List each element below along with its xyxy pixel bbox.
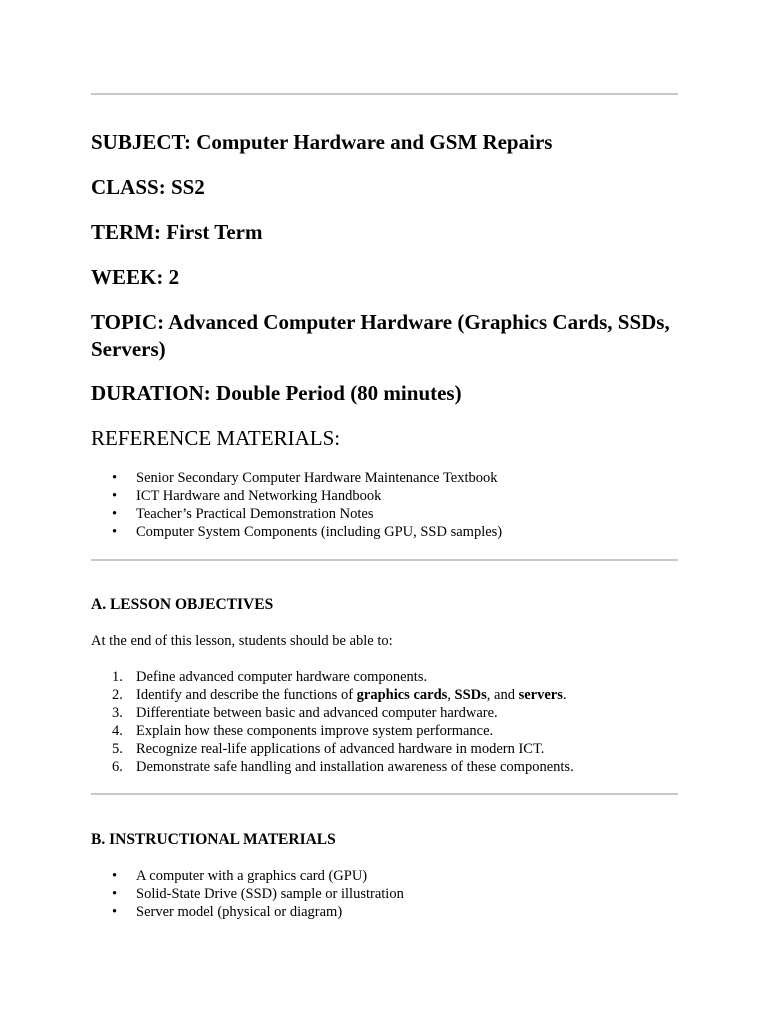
bullet-icon: • [112,904,118,920]
duration-line: DURATION: Double Period (80 minutes) [91,381,462,405]
list-number: 6. [112,759,123,775]
objectives-heading: A. LESSON OBJECTIVES [91,596,274,613]
bullet-icon: • [112,470,118,486]
section-divider [91,793,678,795]
list-number: 1. [112,669,123,685]
list-item [91,487,502,505]
section-divider [91,559,678,561]
objective-text-segment: Define advanced computer hardware components. [136,669,428,685]
list-item [91,686,574,704]
reference-item-text: Computer System Components (including GPU, SSD samples) [136,524,503,540]
material-item-text: Solid-State Drive (SSD) sample or illustration [136,886,404,902]
list-item [91,740,574,758]
subject-line: SUBJECT: Computer Hardware and GSM Repairs [91,130,553,154]
objective-text-segment: Recognize real-life applications of advanced hardware in modern ICT. [136,741,545,757]
bullet-icon: • [112,524,118,540]
objective-text [136,669,427,685]
objective-bold-term: SSDs [454,687,487,703]
list-item [91,758,574,776]
objective-text-segment: . [562,687,567,703]
topic-line: TOPIC: Advanced Computer Hardware (Graphics Cards, SSDs, Servers) [91,310,670,361]
list-item [91,505,502,523]
objective-bold-term: servers [518,687,563,703]
list-number: 5. [112,741,123,757]
list-number: 3. [112,705,123,721]
material-item-text: Server model (physical or diagram) [136,904,343,920]
reference-heading: REFERENCE MATERIALS: [91,426,341,450]
materials-heading: B. INSTRUCTIONAL MATERIALS [91,831,336,848]
top-divider [91,93,678,95]
list-number: 2. [112,687,123,703]
material-item-text: A computer with a graphics card (GPU) [136,868,368,884]
reference-item-text: ICT Hardware and Networking Handbook [136,488,382,504]
list-number: 4. [112,723,123,739]
list-item [91,867,404,885]
week-line: WEEK: 2 [91,265,180,289]
objective-bold-term: graphics cards [356,687,448,703]
objective-text [136,687,567,703]
objective-text-segment: , and [486,687,519,703]
bullet-icon: • [112,506,118,522]
list-item [91,523,502,541]
objective-text [136,705,498,721]
list-item [91,668,574,686]
list-item [91,704,574,722]
objective-text-segment: Demonstrate safe handling and installation awareness of these components. [136,759,574,775]
bullet-icon: • [112,488,118,504]
objective-text-segment: Explain how these components improve system performance. [136,723,494,739]
list-item [91,885,404,903]
bullet-icon: • [112,886,118,902]
bullet-icon: • [112,868,118,884]
term-line: TERM: First Term [91,220,263,244]
objective-text [136,723,493,739]
objective-text-segment: Identify and describe the functions of [136,687,357,703]
objectives-intro: At the end of this lesson, students should be able to: [91,633,393,649]
reference-list [91,469,502,541]
objective-text [136,759,574,775]
list-item [91,469,502,487]
objective-text-segment: Differentiate between basic and advanced computer hardware. [136,705,498,721]
class-line: CLASS: SS2 [91,175,205,199]
objective-text-segment: , [447,687,455,703]
objectives-list [91,668,574,776]
reference-item-text: Teacher’s Practical Demonstration Notes [136,506,374,522]
list-item [91,903,404,921]
reference-item-text: Senior Secondary Computer Hardware Maintenance Textbook [136,470,498,486]
list-item [91,722,574,740]
materials-list [91,867,404,921]
objective-text [136,741,544,757]
